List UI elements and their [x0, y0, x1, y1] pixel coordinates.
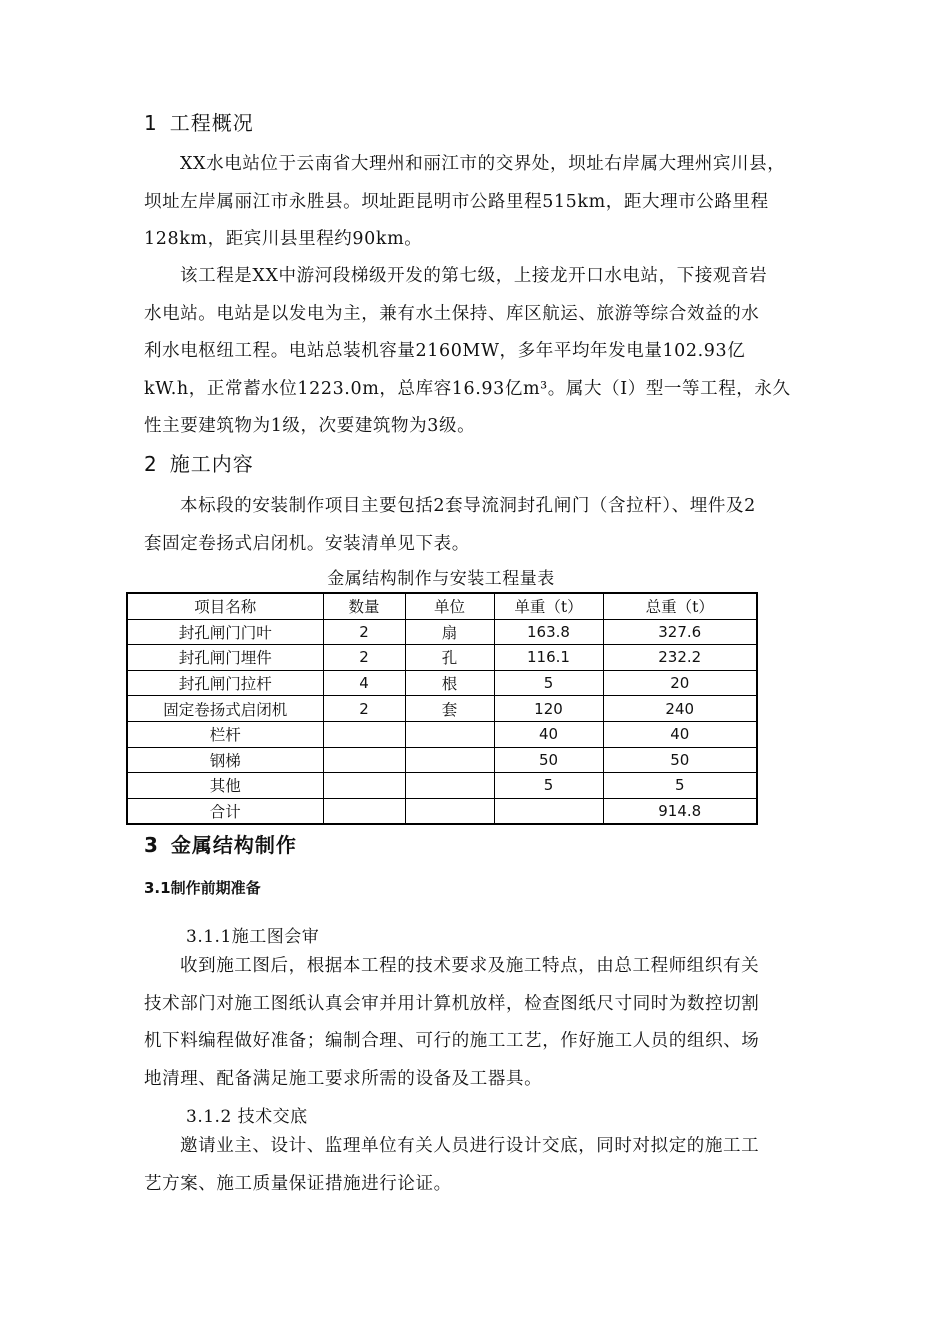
cell-unit-weight: 40 — [494, 721, 603, 747]
cell-total-weight: 914.8 — [603, 798, 757, 824]
cell-total-weight: 50 — [603, 747, 757, 773]
subsection-3-1-2-heading: 3.1.2 技术交底 — [186, 1107, 308, 1127]
section-1-paragraph-2 — [144, 258, 816, 446]
text-line: 艺方案、施工质量保证措施进行论证。 — [144, 1173, 452, 1194]
table-row — [127, 670, 757, 696]
cell-quantity — [323, 721, 405, 747]
cell-unit-weight: 5 — [494, 773, 603, 799]
column-header-name: 项目名称 — [127, 593, 323, 619]
cell-quantity: 4 — [323, 670, 405, 696]
cell-unit — [405, 747, 494, 773]
cell-unit-weight: 163.8 — [494, 619, 603, 645]
table-row — [127, 619, 757, 645]
text-line: 128km，距宾川县里程约90km。 — [144, 229, 423, 249]
text-line: 本标段的安装制作项目主要包括2套导流洞封孔闸门（含拉杆）、埋件及2 — [180, 496, 756, 516]
table-caption: 金属结构制作与安装工程量表 — [327, 569, 555, 589]
column-header-quantity: 数量 — [323, 593, 405, 619]
cell-unit-weight: 116.1 — [494, 645, 603, 671]
subsection-3-1-1-paragraph — [144, 948, 816, 1098]
cell-unit-weight: 5 — [494, 670, 603, 696]
text-line: 该工程是XX中游河段梯级开发的第七级，上接龙开口水电站，下接观音岩 — [180, 266, 768, 286]
cell-name: 其他 — [127, 773, 323, 799]
cell-quantity: 2 — [323, 696, 405, 722]
cell-name: 封孔闸门门叶 — [127, 619, 323, 645]
cell-unit: 孔 — [405, 645, 494, 671]
cell-unit-weight: 120 — [494, 696, 603, 722]
section-1-paragraph-1 — [144, 146, 816, 259]
text-line: 性主要建筑物为1级，次要建筑物为3级。 — [144, 416, 476, 436]
column-header-total-weight: 总重（t） — [603, 593, 757, 619]
cell-quantity: 2 — [323, 619, 405, 645]
table-row — [127, 773, 757, 799]
cell-unit-weight: 50 — [494, 747, 603, 773]
table-row — [127, 696, 757, 722]
table-row — [127, 721, 757, 747]
section-2-title: 施工内容 — [169, 452, 254, 476]
cell-total-weight: 20 — [603, 670, 757, 696]
section-1-heading — [144, 107, 254, 136]
cell-total-weight: 232.2 — [603, 645, 757, 671]
section-3-heading — [144, 829, 297, 858]
cell-unit-weight — [494, 798, 603, 824]
table-row — [127, 645, 757, 671]
cell-unit: 扇 — [405, 619, 494, 645]
table-total-row — [127, 798, 757, 824]
text-line: 水电站。电站是以发电为主，兼有水土保持、库区航运、旅游等综合效益的水 — [144, 303, 760, 324]
cell-quantity — [323, 747, 405, 773]
cell-quantity: 2 — [323, 645, 405, 671]
section-3-number: 3 — [144, 833, 159, 857]
cell-name: 合计 — [127, 798, 323, 824]
cell-quantity — [323, 773, 405, 799]
cell-unit — [405, 798, 494, 824]
section-2-paragraph — [144, 488, 816, 563]
text-line: 利水电枢纽工程。电站总装机容量2160MW，多年平均年发电量102.93亿 — [144, 341, 746, 361]
cell-name: 封孔闸门拉杆 — [127, 670, 323, 696]
text-line: 技术部门对施工图纸认真会审并用计算机放样，检查图纸尺寸同时为数控切割 — [144, 993, 760, 1014]
table-header-row — [127, 593, 757, 619]
section-1-number: 1 — [144, 111, 158, 135]
cell-name: 封孔闸门埋件 — [127, 645, 323, 671]
cell-name: 钢梯 — [127, 747, 323, 773]
text-line: 地清理、配备满足施工要求所需的设备及工器具。 — [144, 1068, 543, 1089]
cell-unit: 根 — [405, 670, 494, 696]
text-line: kW.h，正常蓄水位1223.0m，总库容16.93亿m³。属大（Ⅰ）型一等工程，永久 — [144, 378, 791, 399]
text-line: 收到施工图后，根据本工程的技术要求及施工特点，由总工程师组织有关 — [180, 956, 760, 976]
column-header-unit-weight: 单重（t） — [494, 593, 603, 619]
subsection-3-1-1-heading: 3.1.1施工图会审 — [186, 927, 320, 947]
cell-unit: 套 — [405, 696, 494, 722]
section-3-title: 金属结构制作 — [170, 833, 297, 857]
cell-total-weight: 5 — [603, 773, 757, 799]
text-line: 机下料编程做好准备；编制合理、可行的施工工艺，作好施工人员的组织、场 — [144, 1031, 760, 1051]
section-2-number: 2 — [144, 452, 158, 476]
subsection-3-1-heading: 3.1制作前期准备 — [144, 879, 261, 897]
cell-name: 固定卷扬式启闭机 — [127, 696, 323, 722]
cell-quantity — [323, 798, 405, 824]
text-line: 套固定卷扬式启闭机。安装清单见下表。 — [144, 533, 470, 554]
cell-total-weight: 327.6 — [603, 619, 757, 645]
cell-total-weight: 240 — [603, 696, 757, 722]
cell-unit — [405, 721, 494, 747]
column-header-unit: 单位 — [405, 593, 494, 619]
subsection-3-1-2-paragraph — [144, 1128, 816, 1203]
text-line: XX水电站位于云南省大理州和丽江市的交界处，坝址右岸属大理州宾川县， — [180, 154, 786, 174]
cell-unit — [405, 773, 494, 799]
text-line: 邀请业主、设计、监理单位有关人员进行设计交底，同时对拟定的施工工 — [180, 1136, 760, 1156]
quantity-table — [126, 592, 758, 825]
cell-total-weight: 40 — [603, 721, 757, 747]
text-line: 坝址左岸属丽江市永胜县。坝址距昆明市公路里程515km，距大理市公路里程 — [144, 191, 769, 212]
section-2-heading — [144, 448, 254, 477]
section-1-title: 工程概况 — [169, 111, 254, 135]
table-row — [127, 747, 757, 773]
cell-name: 栏杆 — [127, 721, 323, 747]
